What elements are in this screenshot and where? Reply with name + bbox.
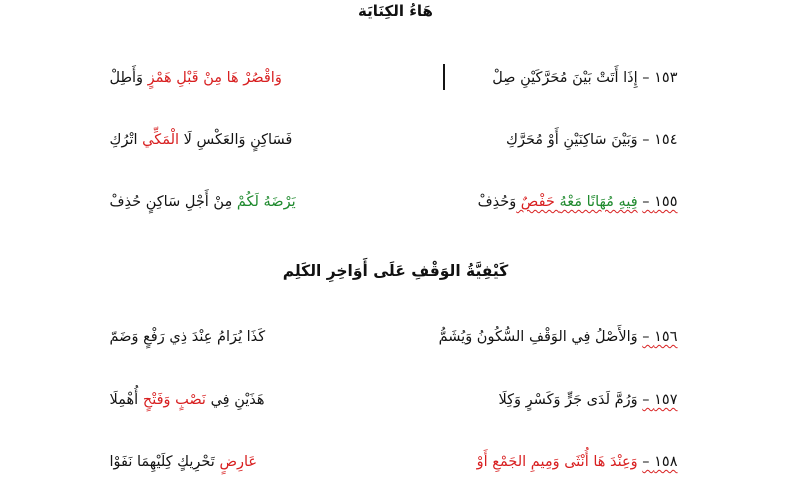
verse-text-black-2: مِنْ أَجْلِ سَاكِنٍ حُذِفْ <box>109 194 237 210</box>
verse-text-red: حَفْصٌ <box>516 194 560 210</box>
verse-text: وَبَيْنَ سَاكِنَيْنِ أَوْ مُحَرَّكِ <box>506 132 638 148</box>
verse-text-black: كَذَا يُرَامُ عِنْدَ ذِي رَفْعٍ وَضَمّ <box>109 329 266 345</box>
verse-text-red: الْمَكِّي <box>142 132 180 148</box>
verse-text: وَالأَصْلُ فِي الوَقْفِ السُّكُونُ وَيُشَمُّ <box>438 329 638 345</box>
verse-first-hemistich <box>396 452 686 474</box>
verse-first-hemistich <box>396 390 686 412</box>
verse-first-hemistich <box>396 130 686 152</box>
verse-row <box>0 68 791 90</box>
verse-text-black: هَذَيْنِ فِي <box>205 392 265 408</box>
verse-number: ١٥٨ – <box>642 454 678 470</box>
verse-text-red-2: عَارِضٍ <box>219 454 258 470</box>
verse-text-red: نَصْبٍ وَفَتْحٍ <box>142 392 206 408</box>
verse-second-hemistich <box>106 68 396 90</box>
verse-second-hemistich <box>106 390 396 412</box>
verse-row <box>0 130 791 152</box>
verse-text-red: وَاقْصُرْ هَا مِنْ قَبْلِ هَمْزٍ <box>147 70 282 86</box>
verse-divider-bar <box>443 64 445 90</box>
verse-text-red: وَعِنْدَ هَا أُنْثَى وَمِيمِ الجَمْعِ أَوْ <box>476 454 638 470</box>
verse-text-green-2: يَرْضَهُ لَكُمْ <box>236 194 296 210</box>
verse-row <box>0 327 791 349</box>
verse-first-hemistich <box>396 68 686 90</box>
verse-number: ١٥٣ – <box>642 70 678 86</box>
verse-text-green: فِيهِ مُهَانًا مَعْهُ <box>559 194 638 210</box>
verse-second-hemistich <box>106 130 396 152</box>
verse-row <box>0 452 791 474</box>
verse-number: ١٥٧ – <box>642 392 678 408</box>
verse-text-black: فَسَاكِنٍ وَالعَكْسِ لَا <box>179 132 293 148</box>
verse-first-hemistich <box>396 327 686 349</box>
section-heading-kayfiyyat-al-waqf: كَيْفِيَّةُ الوَقْفِ عَلَى أَوَاخِرِ الكَلِم <box>282 262 509 280</box>
verse-number: ١٥٥ – <box>642 194 678 210</box>
verse-number: ١٥٤ – <box>642 132 678 148</box>
verse-first-hemistich <box>396 192 686 214</box>
verse-row <box>0 390 791 412</box>
verse-text-black: وَأَطِلْ <box>109 70 148 86</box>
verse-number: ١٥٦ – <box>642 329 678 345</box>
verse-text-black-2: أُهْمِلَا <box>109 392 143 408</box>
verse-second-hemistich <box>106 452 396 474</box>
verse-text-black: وَحُذِفْ <box>477 194 517 210</box>
verse-text-black-2: اتْرُكِ <box>109 132 143 148</box>
verse-text-black: تَحْرِيكٍ كِلَيْهِمَا نَفَوْا <box>109 454 220 470</box>
section-heading-haa-al-kinaya: هَاءُ الكِنَايَة <box>358 2 433 20</box>
verse-text: وَرُمَّ لَدَى جَرٍّ وَكَسْرٍ وَكِلَا <box>498 392 638 408</box>
verse-row <box>0 192 791 214</box>
verse-second-hemistich <box>106 192 396 214</box>
verse-second-hemistich <box>106 327 396 349</box>
verse-text: إِذَا أَتَتْ بَيْنَ مُحَرَّكَيْنِ صِلْ <box>492 70 638 86</box>
